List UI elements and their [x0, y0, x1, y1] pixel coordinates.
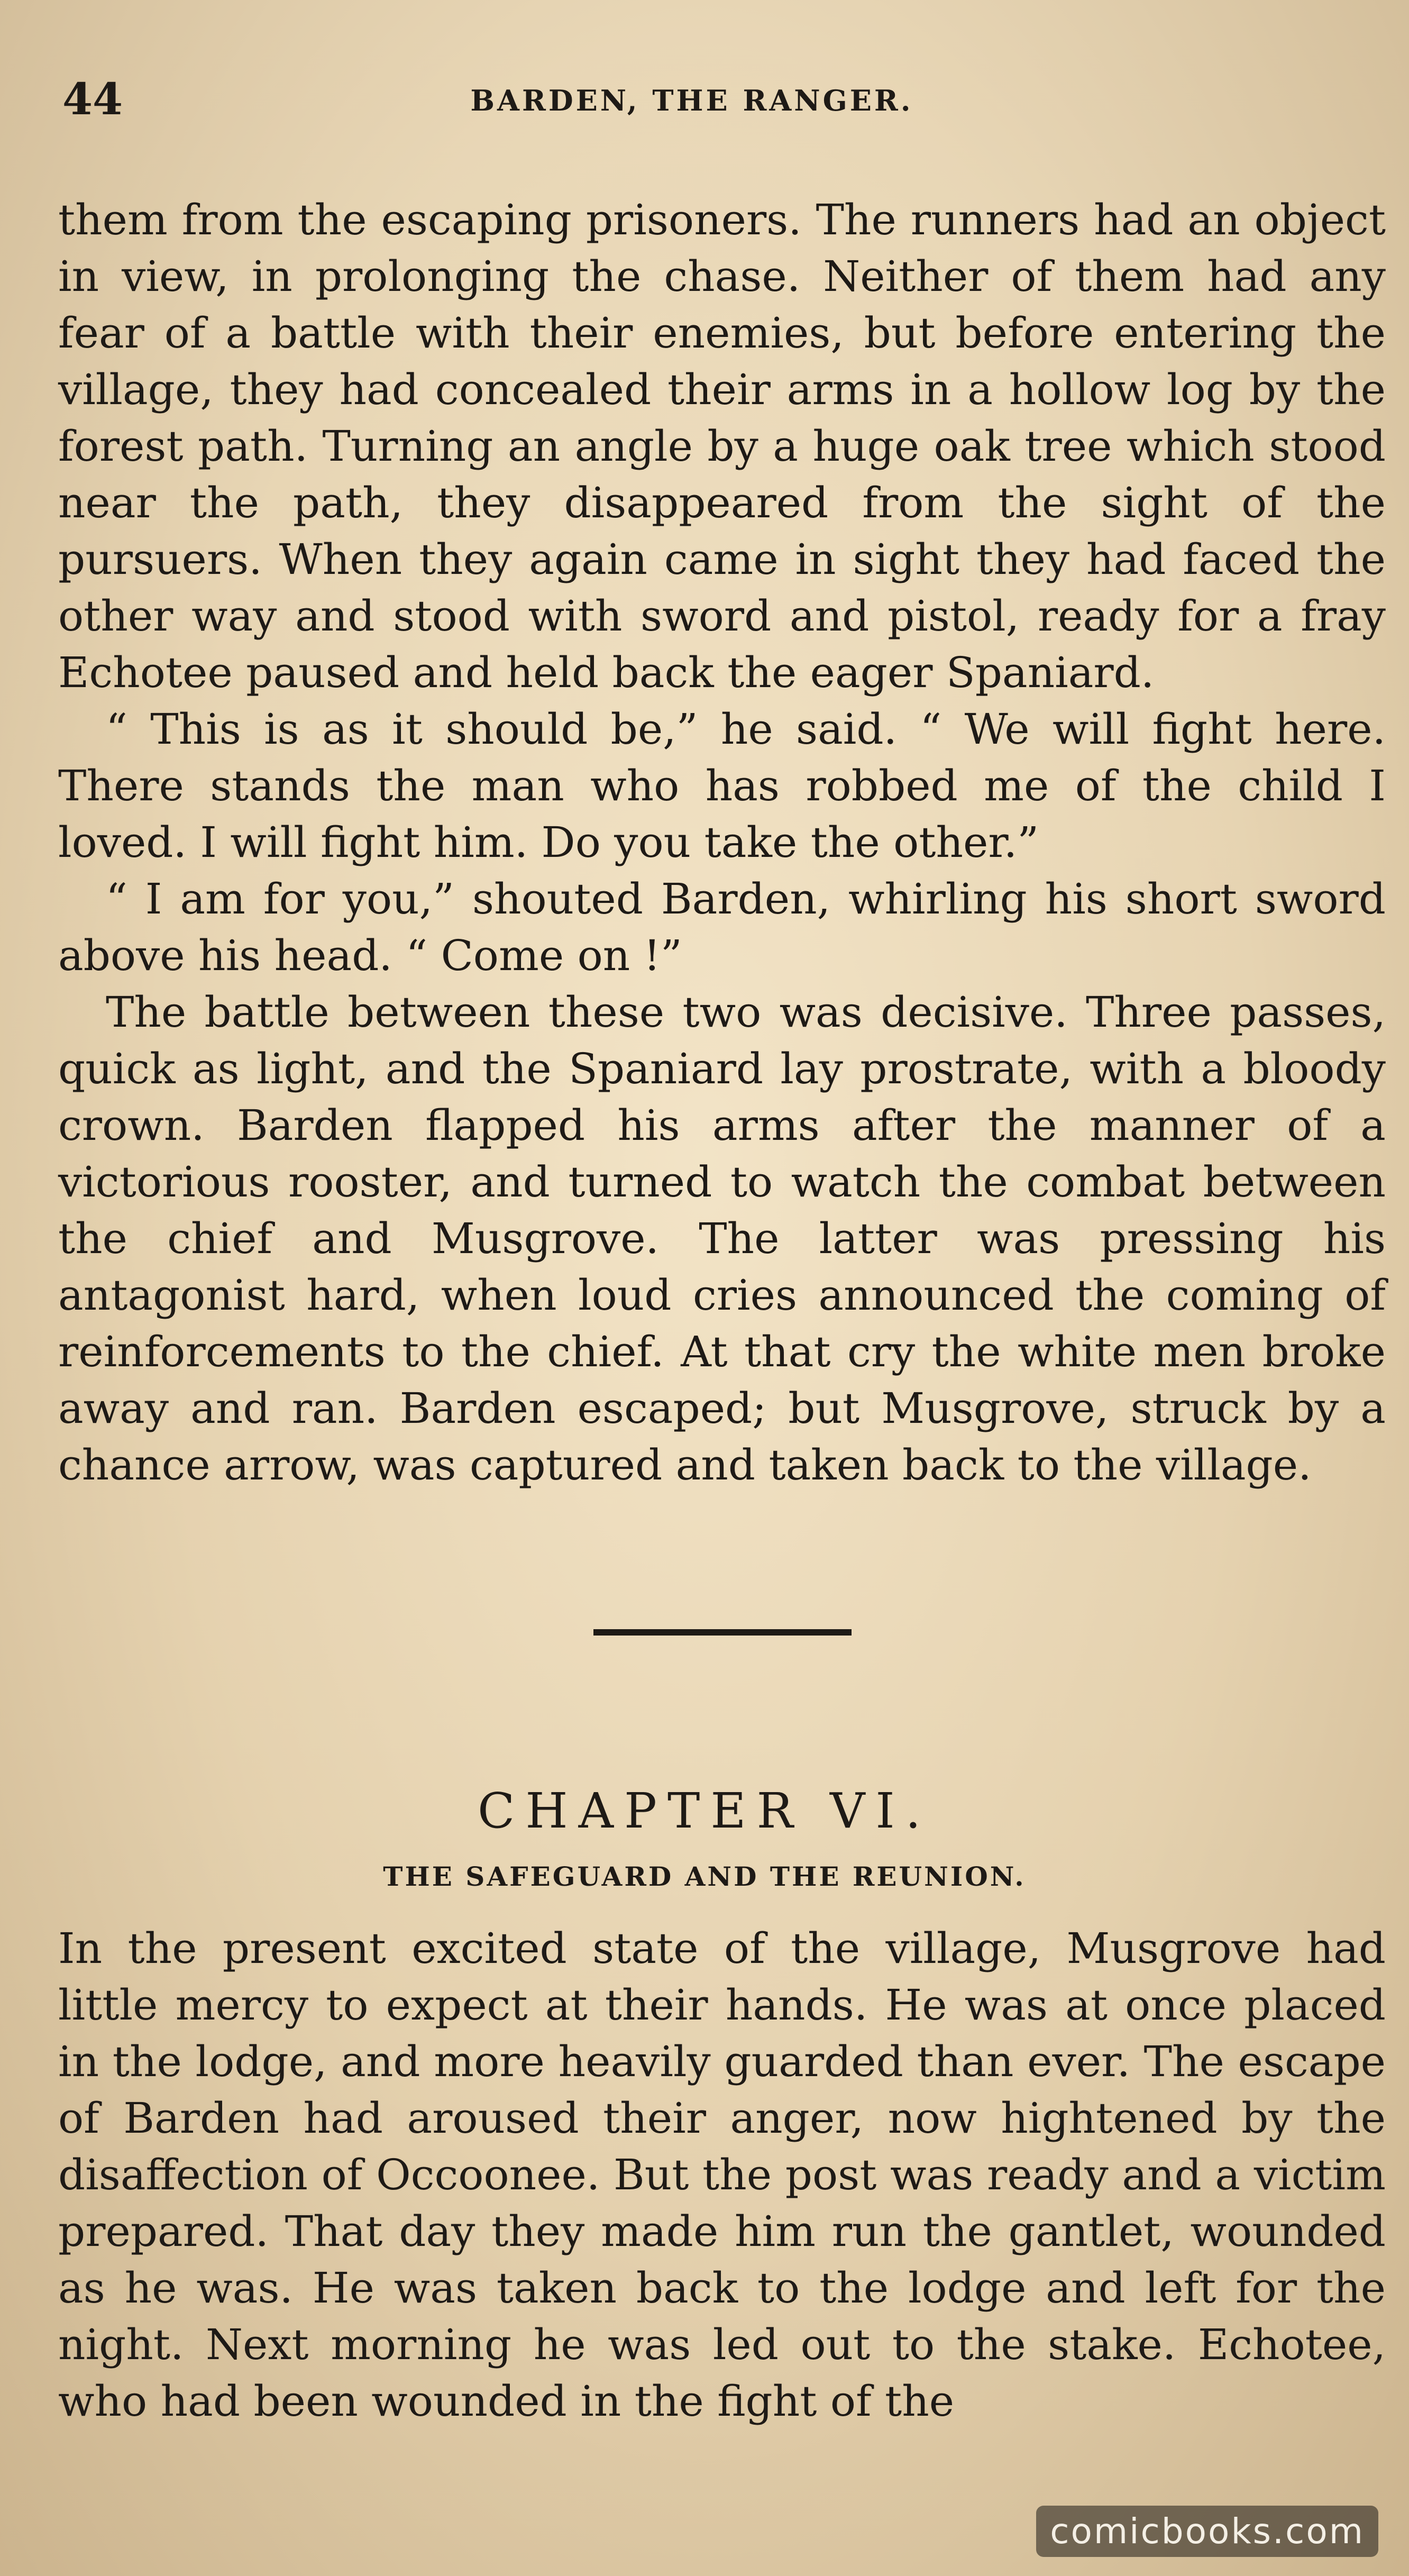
- running-head: BARDEN, THE RANGER.: [470, 84, 913, 117]
- chapter-title: CHAPTER VI.: [477, 1783, 932, 1839]
- paragraph: “ This is as it should be,” he said. “ We will fight here. There stands the man who has robbed me of the child I loved. I will fight him. Do you take the other.”: [58, 705, 1386, 867]
- chapter-v-ending-text: [58, 191, 1386, 1493]
- watermark: comicbooks.com: [1036, 2506, 1378, 2557]
- chapter-vi-opening-text: [58, 1920, 1386, 2429]
- paragraph: “ I am for you,” shouted Barden, whirling his short sword above his head. “ Come on !”: [58, 874, 1386, 980]
- paragraph: In the present excited state of the village, Musgrove had little mercy to expect at their hands. He was at once placed in the lodge, and more heavily guarded than ever. The escape of Barden had aroused their anger, now hightened by the disaffection of Occoonee. But the post was ready and a victim prepared. That day they made him run the gantlet, wounded as he was. He was taken back to the lodge and left for the night. Next morning he was led out to the stake. Echotee, who had been wounded in the fight of the: [58, 1924, 1386, 2426]
- page-number: 44: [62, 74, 123, 125]
- paragraph: them from the escaping prisoners. The runners had an object in view, in prolonging the chase. Neither of them had any fear of a battle with their enemies, but before entering the village, they had concealed their arms in a hollow log by the forest path. Turning an angle by a huge oak tree which stood near the path, they disappeared from the sight of the pursuers. When they again came in sight they had faced the other way and stood with sword and pistol, ready for a fray Echotee paused and held back the eager Spaniard.: [58, 195, 1386, 697]
- section-divider-rule: [593, 1629, 852, 1636]
- page-header: [62, 69, 1385, 132]
- chapter-subtitle: THE SAFEGUARD AND THE REUNION.: [383, 1861, 1026, 1892]
- paragraph: The battle between these two was decisive. Three passes, quick as light, and the Spaniard lay prostrate, with a bloody crown. Barden flapped his arms after the manner of a victorious rooster, and turned to watch the combat between the chief and Musgrove. The latter was pressing his antagonist hard, when loud cries announced the coming of reinforcements to the chief. At that cry the white men broke away and ran. Barden escaped; but Musgrove, struck by a chance arrow, was captured and taken back to the village.: [58, 988, 1386, 1490]
